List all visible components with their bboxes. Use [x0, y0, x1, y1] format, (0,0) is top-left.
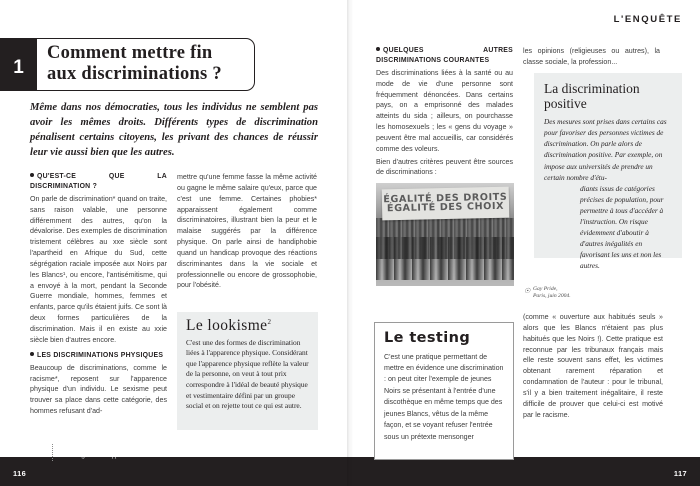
testing-body: C'est une pratique permettant de mettre en évidence une discrimination : on peut citer l'exemple de jeunes Noirs se présentant à l'entrée d'une discothèque en même temps que des jeunes Blancs, vêtus de la même façon, et se voyant refuser l'entrée sous un prétexte mensonger	[384, 352, 504, 441]
left-page-bottom-bar	[0, 457, 350, 486]
photo-gay-pride	[376, 183, 514, 286]
discrimination-positive-body-part1: Des mesures sont prises dans certains cas pour favoriser des personnes victimes de discrimination. On parle alors de discrimination positive. Par exemple, on impose aux universités de prendre un certain nombre d'étu-	[544, 117, 667, 182]
discrimination-positive-body	[544, 116, 673, 271]
section-heading-label: LES DISCRIMINATIONS PHYSIQUES	[37, 351, 164, 359]
section-heading-label: QU'EST-CE QUE LA DISCRIMINATION ?	[30, 173, 167, 190]
section1-body: On parle de discrimination* quand on traite, sans raison valable, une personne différemment des autres, qu'on la dévalorise. Des exemples de discrimination tristement célèbres au xxe siècle sont l'apartheid en Afrique du Sud, cette ségrégation raciale imposée aux Noirs par les Blancs¹, ou encore, l'antisémitisme, qui a envoyé à la mort, pendant la Seconde Guerre mondiale, hommes, femmes et enfants, parce qu'ils étaient juifs. Ce sont là deux formes particulières de la discrimination. Mais il en existe au xxie siècle bien d'autres encore.	[30, 194, 167, 344]
right-section1-body2: Bien d'autres critères peuvent être sources de discriminations :	[376, 157, 513, 177]
section-heading-label: QUELQUES AUTRES DISCRIMINATIONS COURANTES	[376, 47, 513, 64]
running-head: L'ENQUÊTE	[613, 14, 682, 25]
lookisme-box	[177, 312, 318, 430]
lookisme-body: C'est une des formes de discrimination liées à l'apparence physique. Considérant que l'apparence physique reflète la valeur de la personne, on veut à tout prix correspondre à l'idéal de beauté physique et vestimentaire défini par un groupe social et on rejette tout ce qui est autre.	[186, 337, 309, 411]
testing-continuation: (comme « ouverture aux habitués seuls » alors que les Blancs n'étaient pas plus habitués que les Noirs !). Cette pratique est reconnue par les tribunaux français mais elle reste souvent sans effet, les victimes obtenant rarement réparation et condamnation de l'auteur : pour le tribunal, s'il y a bien traitement inégalitaire, il reste difficile de prouver que celui-ci est motivé par le racisme.	[523, 313, 663, 419]
lookisme-title-label: Le lookisme	[186, 317, 268, 334]
lookisme-footnote-marker: 2	[267, 317, 272, 326]
chapter-title-box	[37, 38, 255, 91]
discrimination-positive-box	[534, 73, 682, 271]
bullet-icon	[30, 173, 34, 177]
footnote-1	[59, 444, 302, 452]
folio-left: 116	[13, 469, 27, 478]
testing-box	[374, 322, 514, 460]
bullet-icon	[376, 47, 380, 51]
footnote-2-text: De l'anglais look : apparence.	[64, 453, 135, 460]
section-heading-autres-discriminations	[376, 46, 513, 65]
chapter-number: 1	[0, 38, 37, 91]
photo-caption	[524, 286, 623, 301]
right-column2-intro: les opinions (religieuses ou autres), la classe sociale, la profession...	[523, 47, 660, 66]
right-column-2-top	[523, 46, 660, 70]
footnotes	[52, 444, 302, 461]
section-heading-physiques	[30, 351, 167, 361]
discrimination-positive-body-part2: diants issus de catégories précises de population, pour permettre à tous d'accéder à l'instruction. On risque évidemment d'aboutir à d'autres inégalités en favorisant les uns et non les autres.	[580, 183, 664, 271]
left-column-1	[30, 172, 167, 419]
camera-icon: ☉	[524, 287, 531, 295]
right-page-bottom-bar	[350, 457, 700, 486]
lookisme-title	[186, 318, 310, 334]
photo-caption-line2: Paris, juin 2004.	[533, 293, 571, 300]
footnote-1-marker: 1.	[59, 445, 64, 451]
section2-body: Beaucoup de discriminations, comme le racisme*, reposent sur l'apparence physique d'un individu. Le sexisme peut trouver sa place dans cette catégorie, des hommes refusant d'ad-	[30, 363, 167, 416]
chapo-intro: Même dans nos démocraties, tous les individus ne semblent pas avoir les mêmes droits. Différents types de discrimination pénalisent certains citoyens, les privant des chances de réussir leur vie aussi bien que les autres.	[30, 102, 318, 159]
footnote-1-text: L'apartheid fut aboli le 30 juin 1991.	[64, 445, 152, 451]
bullet-icon	[30, 352, 34, 356]
photo-caption-line1: Gay Pride,	[533, 286, 558, 292]
page-title: Comment mettre fin aux discriminations ?	[47, 43, 222, 84]
chapter-title-block	[0, 38, 255, 91]
left-column-2	[177, 172, 317, 293]
section-heading-discrimination	[30, 172, 167, 191]
photo-banner-line2: ÉGALITÉ DES CHOIX	[386, 201, 504, 215]
footnote-2	[59, 452, 302, 460]
left-column2-body: mettre qu'une femme fasse la même activité ou gagne le même salaire qu'eux, parce que c'est une femme. Certaines phobies* apparaissent également comme discriminatoires, illustrant bien la peur et le malaise suggérés par la différence physique. On parle ainsi de handiphobie quand un handicap provoque des réactions discriminantes dans la vie sociale et professionnelle ou encore de grossophobie, pour l'obésité.	[177, 173, 317, 290]
footnote-2-marker: 2.	[59, 453, 64, 460]
testing-title: Le testing	[384, 330, 471, 346]
photo-banner	[381, 187, 509, 221]
discrimination-positive-title: La discrimination positive	[544, 81, 640, 112]
photo-banner-line1: ÉGALITÉ DES DROITS	[382, 191, 508, 206]
right-column-1	[376, 46, 513, 180]
folio-right: 117	[673, 469, 687, 478]
right-column-2-bottom	[523, 312, 663, 422]
right-section1-body: Des discriminations liées à la santé ou au mode de vie d'une personne sont fréquemment dénoncées. Dans certains pays, on a emprisonné des malades atteints du sida ; ailleurs, on pourchasse les homosexuels ; les « gens du voyage » peuvent être mal accueillis, car considérés comme des voleurs.	[376, 68, 513, 153]
photo-figures	[376, 237, 514, 280]
